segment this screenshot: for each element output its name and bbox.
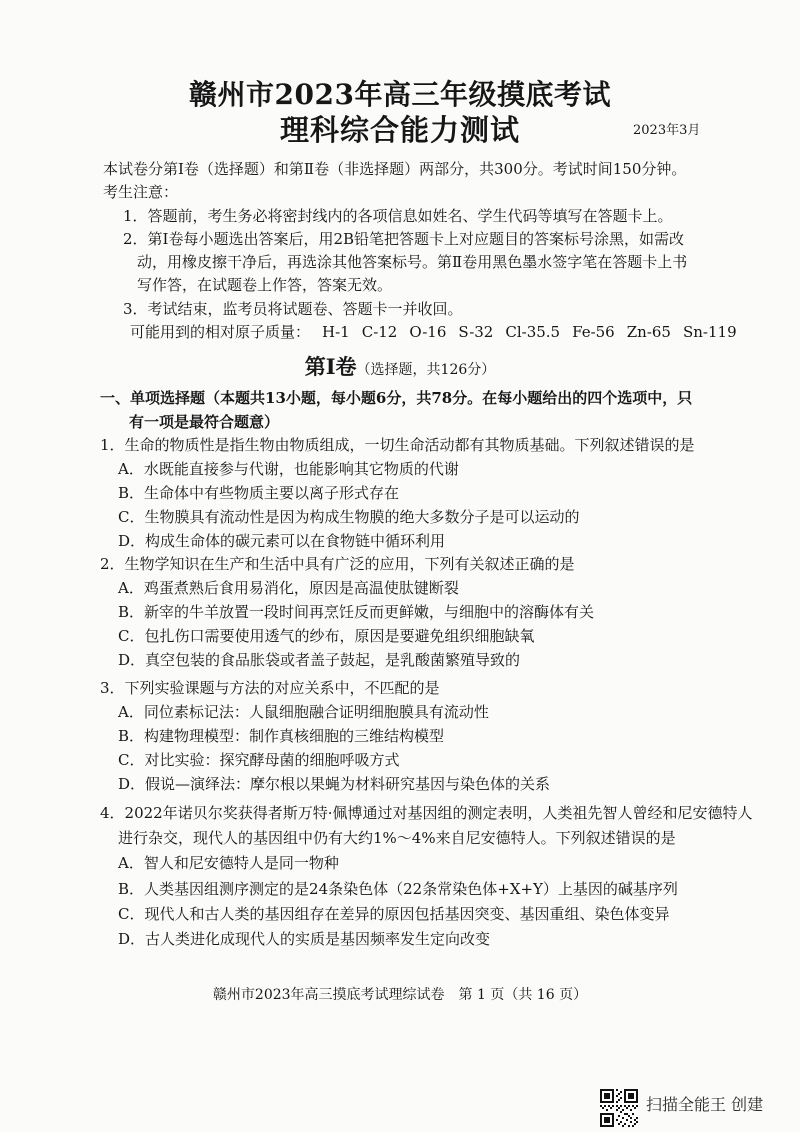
atomic-mass-value: Cl-35.5 <box>505 323 561 342</box>
part-heading-line: 有一项是最符合题意） <box>129 413 280 431</box>
section-title: 第Ⅰ卷 <box>304 354 357 379</box>
notice-item-number: 3． <box>123 299 148 318</box>
notice-item <box>103 205 737 228</box>
answer-option <box>100 725 550 749</box>
atomic-mass-value: H-1 <box>322 323 350 342</box>
option-label: B． <box>118 879 145 898</box>
answer-option <box>100 458 695 482</box>
notice-item-number: 2． <box>123 229 148 248</box>
atomic-masses <box>103 321 737 344</box>
option-text: 智人和尼安德特人是同一物种 <box>143 854 339 873</box>
answer-option <box>100 530 695 554</box>
option-text: 古人类进化成现代人的实质是基因频率发生定向改变 <box>145 930 491 949</box>
option-text: 构成生命体的碳元素可以在食物链中循环利用 <box>145 531 446 550</box>
notice-item <box>103 298 737 321</box>
notice-item <box>103 228 737 251</box>
notice-item-text: 第Ⅰ卷每小题选出答案后，用2B铅笔把答题卡上对应题目的答案标号涂黑，如需改 <box>147 229 685 248</box>
question-stem <box>100 553 594 577</box>
notice-label: 考生注意： <box>103 183 179 202</box>
option-label: D． <box>118 531 146 550</box>
answer-option <box>100 927 753 952</box>
exam-subject-title: 理科综合能力测试 <box>279 113 520 147</box>
answer-option <box>100 701 550 725</box>
question-stem <box>100 677 550 701</box>
answer-option <box>100 601 594 625</box>
option-label: D． <box>118 930 146 949</box>
question-number: 4． <box>100 804 125 822</box>
answer-option <box>100 649 594 673</box>
question-stem-text: 生物学知识在生产和生活中具有广泛的应用，下列有关叙述正确的是 <box>124 555 575 573</box>
page-footer <box>0 985 800 1005</box>
atomic-mass-value: C-12 <box>361 323 398 342</box>
answer-option <box>100 577 594 601</box>
question-stem-text: 下列实验课题与方法的对应关系中，不匹配的是 <box>124 679 440 697</box>
option-text: 现代人和古人类的基因组存在差异的原因包括基因突变、基因重组、染色体变异 <box>144 904 670 923</box>
part-heading <box>100 386 692 434</box>
option-text: 生命体中有些物质主要以离子形式存在 <box>144 483 400 502</box>
section-heading <box>0 353 800 384</box>
answer-option <box>100 877 753 902</box>
notice-item-number: 1． <box>123 206 148 225</box>
qr-code-icon <box>600 1089 638 1127</box>
option-label: B． <box>118 602 145 621</box>
question-number: 2． <box>100 555 125 573</box>
option-label: C． <box>118 904 145 923</box>
answer-option <box>100 482 695 506</box>
notice-item-text: 写作答，在试题卷上作答，答案无效。 <box>137 276 393 295</box>
option-text: 假说—演绎法：摩尔根以果蝇为材料研究基因与染色体的关系 <box>145 774 551 793</box>
option-label: C． <box>118 507 145 526</box>
question-number: 1． <box>100 436 125 454</box>
atomic-mass-value: Sn-119 <box>682 323 737 342</box>
exam-title: 赣州市2023年高三年级摸底考试 <box>189 78 611 111</box>
option-text: 真空包装的食品胀袋或者盖子鼓起，是乳酸菌繁殖导致的 <box>145 650 521 669</box>
exam-date: 2023年3月 <box>633 123 701 138</box>
question-stem-text: 进行杂交，现代人的基因组中仍有大约1%～4%来自尼安德特人。下列叙述错误的是 <box>118 829 676 848</box>
answer-option <box>100 773 550 797</box>
option-text: 包扎伤口需要使用透气的纱布，原因是要避免组织细胞缺氧 <box>144 626 535 645</box>
answer-option <box>100 749 550 773</box>
option-text: 鸡蛋煮熟后食用易消化，原因是高温使肽键断裂 <box>143 578 459 597</box>
notice-item-text: 答题前，考生务必将密封线内的各项信息如姓名、学生代码等填写在答题卡上。 <box>147 206 673 225</box>
option-label: C． <box>118 750 145 769</box>
question-stem-text: 生命的物质性是指生物由物质组成，一切生命活动都有其物质基础。下列叙述错误的是 <box>124 436 695 454</box>
option-label: C． <box>118 626 145 645</box>
option-label: A． <box>118 854 144 873</box>
question-4 <box>100 801 753 952</box>
footer-page-info: 第 1 页（共 16 页） <box>458 987 588 1003</box>
atomic-mass-value: O-16 <box>409 323 447 342</box>
question-3 <box>100 677 550 797</box>
option-label: B． <box>118 483 145 502</box>
answer-option <box>100 625 594 649</box>
notice-item-text: 考试结束，监考员将试题卷、答题卡一并收回。 <box>147 299 463 318</box>
question-2 <box>100 553 594 673</box>
atomic-mass-value: Zn-65 <box>626 323 671 342</box>
atomic-mass-value: Fe-56 <box>572 323 615 342</box>
option-text: 新宰的牛羊放置一段时间再烹饪反而更鲜嫩，与细胞中的溶酶体有关 <box>144 602 595 621</box>
option-text: 水既能直接参与代谢，也能影响其它物质的代谢 <box>143 459 459 478</box>
option-label: A． <box>118 578 144 597</box>
atomic-masses-label: 可能用到的相对原子质量： <box>130 323 311 342</box>
intro-text: 本试卷分第Ⅰ卷（选择题）和第Ⅱ卷（非选择题）两部分，共300分。考试时间150分钟。 <box>103 160 687 178</box>
part-heading-line: 一、单项选择题（本题共13小题，每小题6分，共78分。在每小题给出的四个选项中，只 <box>100 389 693 407</box>
answer-option <box>100 506 695 530</box>
scanner-watermark-label: 扫描全能王 创建 <box>646 1095 764 1114</box>
option-text: 人类基因组测序测定的是24条染色体（22条常染色体+X+Y）上基因的碱基序列 <box>144 879 678 898</box>
answer-option <box>100 851 753 876</box>
option-label: A． <box>118 702 144 721</box>
instructions <box>103 158 737 344</box>
footer-exam-name: 赣州市2023年高三摸底考试理综试卷 <box>212 987 445 1003</box>
option-label: D． <box>118 774 146 793</box>
question-stem-text: 2022年诺贝尔奖获得者斯万特·佩博通过对基因组的测定表明，人类祖先智人曾经和尼安德特人 <box>124 804 753 822</box>
option-label: B． <box>118 726 145 745</box>
question-1 <box>100 434 695 554</box>
option-label: A． <box>118 459 144 478</box>
section-subtitle: （选择题，共126分） <box>356 362 496 378</box>
option-label: D． <box>118 650 146 669</box>
option-text: 对比实验：探究酵母菌的细胞呼吸方式 <box>144 750 400 769</box>
answer-option <box>100 902 753 927</box>
atomic-mass-value: S-32 <box>458 323 494 342</box>
option-text: 同位素标记法：人鼠细胞融合证明细胞膜具有流动性 <box>143 702 489 721</box>
question-stem <box>100 434 695 458</box>
notice-item-text: 动，用橡皮擦干净后，再选涂其他答案标号。第Ⅱ卷用黑色墨水签字笔在答题卡上书 <box>137 253 688 272</box>
question-stem <box>100 801 753 826</box>
option-text: 生物膜具有流动性是因为构成生物膜的绝大多数分子是可以运动的 <box>144 507 580 526</box>
option-text: 构建物理模型：制作真核细胞的三维结构模型 <box>144 726 445 745</box>
question-number: 3． <box>100 679 125 697</box>
